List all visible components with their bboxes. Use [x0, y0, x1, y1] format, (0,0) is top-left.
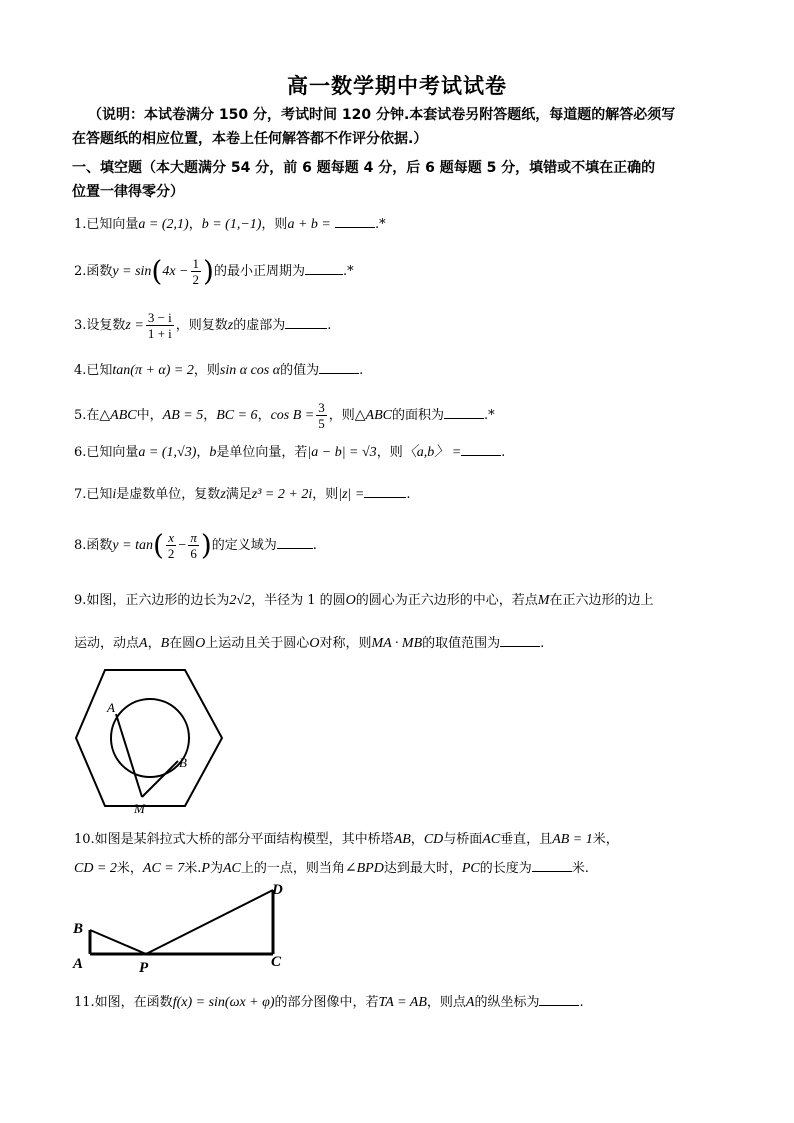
q3-text: ，则复数 — [175, 318, 228, 333]
cable-bp — [90, 930, 146, 954]
q9-text-4: 运动，动点 — [74, 636, 140, 651]
q9-dot-product: MA · MB — [371, 636, 423, 651]
q3-variable: z = — [125, 318, 144, 333]
q5-triangle: △ABC — [99, 408, 137, 423]
q11-function: f(x) = sin(ωx + φ) — [172, 995, 275, 1010]
q10-text-3: 米， — [592, 832, 619, 847]
q5-end: .* — [484, 408, 495, 423]
q11-stem: 11.如图，在函数 — [74, 995, 173, 1010]
q8-fraction-2 — [188, 530, 199, 561]
q10-sep: ， — [410, 832, 424, 847]
question-5 — [74, 400, 495, 431]
section-header-line-2: 位置一律得零分） — [72, 184, 184, 200]
question-8 — [74, 530, 317, 561]
instructions-line-1: （说明：本试卷满分 150 分，考试时间 120 分钟.本套试卷另附答题纸，每道题的解答必须写 — [88, 107, 676, 123]
q7-condition: z³ = 2 + 2i — [251, 487, 313, 502]
hexagon-circle-figure — [70, 664, 230, 822]
q3-stem: 3.设复数 — [74, 318, 126, 333]
q7-text: 是虚数单位，复数 — [116, 487, 221, 502]
cable-pd — [146, 890, 273, 954]
answer-blank[interactable] — [500, 633, 540, 647]
q9-text-7: 对称，则 — [319, 636, 372, 651]
q4-stem: 4.已知 — [74, 363, 113, 378]
q8-stem: 8.函数 — [74, 538, 113, 553]
label-a: A — [73, 956, 84, 972]
q10-text-9: 的长度为 — [479, 861, 532, 876]
fraction-denominator: 2 — [192, 272, 200, 287]
q10-deck-ac-2: AC — [222, 861, 241, 876]
q9-end: . — [540, 636, 545, 651]
question-3 — [74, 310, 331, 341]
fraction-numerator: 3 − i — [147, 310, 172, 325]
q7-stem: 7.已知 — [74, 487, 113, 502]
label-p: P — [139, 960, 149, 976]
q9-point-o-2: O — [195, 636, 206, 651]
fraction-numerator: π — [190, 530, 197, 545]
q9-stem: 9.如图，正六边形的边长为 — [74, 593, 230, 608]
q5-text: 中， — [136, 408, 163, 423]
q10-tower-cd: CD — [423, 832, 444, 847]
label-b: B — [73, 921, 84, 937]
q10-text-6: 为 — [209, 861, 223, 876]
fraction-numerator: 1 — [192, 256, 200, 271]
q3-variable-z: z — [227, 318, 234, 333]
q10-point-p: P — [201, 861, 210, 876]
q10-condition-3: AC = 7 — [142, 861, 185, 876]
q2-fraction — [191, 256, 202, 287]
q10-stem: 10.如图是某斜拉式大桥的部分平面结构模型，其中桥塔 — [74, 832, 394, 847]
fraction-denominator: 5 — [318, 416, 325, 431]
q9-point-b: B — [160, 636, 170, 651]
answer-blank[interactable] — [539, 992, 579, 1006]
q5-fraction — [316, 400, 327, 431]
left-paren: ( — [152, 528, 164, 562]
q11-end: . — [579, 995, 584, 1010]
q10-end: 米. — [571, 861, 589, 876]
q1-separator: ， — [188, 217, 202, 232]
q2-end: .* — [342, 264, 354, 279]
label-b: B — [179, 755, 187, 770]
q3-end: . — [327, 318, 332, 333]
q8-fraction-1 — [166, 530, 177, 561]
question-11 — [74, 992, 584, 1012]
q6-vector-b: b — [209, 445, 217, 460]
q5-text-3: 的面积为 — [391, 408, 444, 423]
answer-blank[interactable] — [444, 405, 484, 419]
q6-end: . — [501, 445, 506, 460]
q6-text: 是单位向量，若 — [216, 445, 308, 460]
bridge-figure — [68, 876, 298, 976]
q1-end: .* — [374, 217, 386, 232]
fraction-denominator: 2 — [167, 546, 175, 561]
q5-sep-2: ， — [257, 408, 271, 423]
q1-vector-a: a = (2,1) — [138, 217, 189, 232]
answer-blank[interactable] — [285, 315, 327, 329]
segment-mb — [142, 761, 178, 797]
fraction-denominator: 6 — [190, 546, 197, 561]
q6-stem: 6.已知向量 — [74, 445, 139, 460]
q11-text-2: ，则点 — [426, 995, 466, 1010]
q8-end: . — [312, 538, 317, 553]
left-paren: ( — [151, 254, 163, 288]
q9-text: ，半径为 1 的圆 — [251, 593, 346, 608]
q5-condition-3: cos B = — [270, 408, 315, 423]
q10-deck-ac: AC — [482, 832, 501, 847]
right-paren: ) — [200, 528, 212, 562]
q5-condition-2: BC = 6 — [216, 408, 258, 423]
q1-vector-b: b = (1,−1) — [201, 217, 262, 232]
q6-angle: 〈a,b〉 = — [402, 445, 462, 460]
answer-blank[interactable] — [305, 261, 343, 275]
answer-blank[interactable] — [319, 360, 359, 374]
q9-text-8: 的取值范围为 — [422, 636, 501, 651]
q10-text-2: 垂直，且 — [500, 832, 553, 847]
q10-text-4: 米， — [116, 861, 143, 876]
fraction-numerator: 3 — [318, 400, 325, 415]
q11-text: 的部分图像中，若 — [274, 995, 379, 1010]
q6-text-2: ，则 — [376, 445, 403, 460]
q11-vector-condition: TA = AB — [378, 995, 427, 1010]
q11-point-a: A — [465, 995, 475, 1010]
q10-angle: ∠BPD — [344, 861, 384, 876]
q9-point-m: M — [537, 593, 550, 608]
q2-argument: 4x − — [162, 264, 189, 279]
right-paren: ) — [203, 254, 214, 288]
question-9-line-1 — [74, 592, 653, 610]
instructions-line-2: 在答题纸的相应位置，本卷上任何解答都不作评分依据.） — [72, 131, 428, 147]
question-1 — [74, 214, 386, 234]
answer-blank[interactable] — [364, 484, 406, 498]
q7-expression: |z| = — [338, 487, 365, 502]
q6-condition: |a − b| = √3 — [307, 445, 377, 460]
label-d: D — [272, 882, 283, 898]
question-4 — [74, 360, 363, 380]
q5-triangle-2: △ABC — [354, 408, 392, 423]
q9-point-o-3: O — [309, 636, 320, 651]
q3-text-2: 的虚部为 — [233, 318, 286, 333]
q1-stem: 1.已知向量 — [74, 217, 139, 232]
q5-stem: 5.在 — [74, 408, 100, 423]
q3-fraction — [146, 310, 174, 341]
section-header-line-1: 一、填空题（本大题满分 54 分，前 6 题每题 4 分，后 6 题每题 5 分，填错或不填在正确的 — [72, 160, 656, 176]
q2-function: y = sin — [112, 264, 152, 279]
minus-sign: − — [178, 538, 187, 553]
q2-stem: 2.函数 — [74, 264, 113, 279]
hexagon — [76, 670, 222, 806]
label-a: A — [107, 700, 115, 715]
q9-text-3: 在正六边形的边上 — [549, 593, 654, 608]
q9-text-2: 的圆心为正六边形的中心，若点 — [355, 593, 538, 608]
q4-text-2: 的值为 — [280, 363, 320, 378]
answer-blank[interactable] — [277, 535, 313, 549]
q4-text: ，则 — [193, 363, 220, 378]
q9-sep: ， — [147, 636, 161, 651]
q1-expression: a + b = — [287, 217, 331, 232]
q7-variable: z — [220, 487, 226, 502]
fraction-denominator: 1 + i — [147, 326, 172, 341]
fraction-numerator: x — [166, 530, 177, 546]
q9-point-o: O — [345, 593, 356, 608]
q10-condition-2: CD = 2 — [74, 861, 117, 876]
question-6 — [74, 442, 505, 462]
q4-end: . — [359, 363, 364, 378]
q7-text-2: 满足 — [225, 487, 252, 502]
q4-expression: sin α cos α — [219, 363, 281, 378]
q10-segment-pc: PC — [461, 861, 480, 876]
segment-am — [116, 714, 142, 797]
q8-text: 的定义域为 — [211, 538, 277, 553]
q5-sep: ， — [203, 408, 217, 423]
q9-text-6: 上运动且关于圆心 — [205, 636, 310, 651]
q1-text: ，则 — [261, 217, 288, 232]
q10-condition-1: AB = 1 — [552, 832, 593, 847]
question-10-line-1 — [74, 831, 619, 849]
q10-text: 与桥面 — [443, 832, 483, 847]
q11-text-3: 的纵坐标为 — [474, 995, 540, 1010]
q6-sep: ， — [196, 445, 210, 460]
q9-point-a: A — [139, 636, 148, 651]
question-2 — [74, 256, 354, 287]
q10-text-5: 米. — [184, 861, 202, 876]
q8-function: y = tan — [112, 538, 153, 553]
q6-vector-a: a = (1,√3) — [138, 445, 197, 460]
answer-blank[interactable] — [461, 442, 501, 456]
q7-end: . — [406, 487, 411, 502]
q5-text-2: ，则 — [328, 408, 355, 423]
q2-text: 的最小正周期为 — [213, 264, 305, 279]
q7-text-3: ，则 — [312, 487, 339, 502]
page-title: 高一数学期中考试试卷 — [287, 74, 507, 98]
label-m: M — [134, 801, 145, 816]
q9-text-5: 在圆 — [169, 636, 196, 651]
question-9-line-2 — [74, 633, 544, 653]
q10-text-7: 上的一点，则当角 — [240, 861, 345, 876]
answer-blank[interactable] — [335, 214, 375, 228]
q5-condition-1: AB = 5 — [162, 408, 204, 423]
q7-imag-unit: i — [112, 487, 117, 502]
q4-condition: tan(π + α) = 2 — [112, 363, 194, 378]
answer-blank[interactable] — [532, 858, 572, 872]
q9-side-length: 2√2 — [229, 593, 252, 608]
q10-text-8: 达到最大时， — [383, 861, 462, 876]
label-c: C — [271, 954, 282, 970]
q10-tower-ab: AB — [393, 832, 411, 847]
question-7 — [74, 484, 410, 504]
question-10-line-2 — [74, 858, 589, 878]
